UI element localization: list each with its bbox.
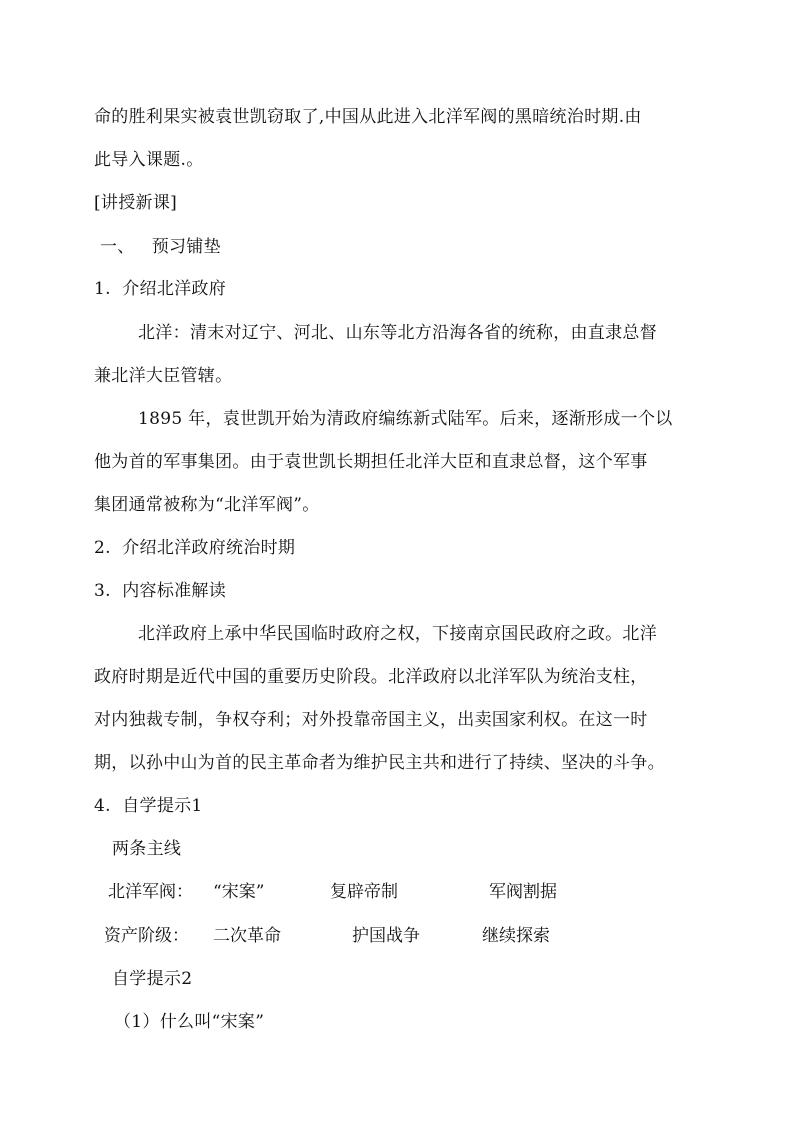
hint-2-question-1: （1）什么叫“宋案” xyxy=(114,1012,265,1032)
main-line-label: 资产阶级： xyxy=(104,926,189,946)
beiyang-definition-line-1: 北洋：清末对辽宁、河北、山东等北方沿海各省的统称，由直隶总督 xyxy=(138,323,657,343)
main-line-event: 继续探索 xyxy=(482,926,550,946)
main-line-event: 军阀割据 xyxy=(489,882,557,902)
standard-line-1: 北洋政府上承中华民国临时政府之权，下接南京国民政府之政。北洋 xyxy=(138,624,657,644)
history-line-2: 他为首的军事集团。由于袁世凯长期担任北洋大臣和直隶总督，这个军事 xyxy=(94,452,648,472)
section-heading-1: 一、 预习铺垫 xyxy=(100,237,221,257)
history-line-3: 集团通常被称为“北洋军阀”。 xyxy=(94,495,320,515)
main-line-event: 复辟帝制 xyxy=(330,882,398,902)
main-line-event: “宋案” xyxy=(213,882,265,902)
standard-line-4: 期，以孙中山为首的民主革命者为维护民主共和进行了持续、坚决的斗争。 xyxy=(94,753,665,773)
list-item-2: 2. 介绍北洋政府统治时期 xyxy=(94,538,296,558)
main-line-label: 北洋军阀： xyxy=(108,882,193,902)
hint-2-title: 自学提示2 xyxy=(112,969,193,989)
main-line-event: 护国战争 xyxy=(352,926,420,946)
standard-line-3: 对内独裁专制，争权夺利；对外投靠帝国主义，出卖国家利权。在这一时 xyxy=(94,710,648,730)
lecture-heading: [讲授新课] xyxy=(94,193,178,213)
intro-line-2: 此导入课题.。 xyxy=(94,150,204,170)
list-item-3: 3. 内容标准解读 xyxy=(94,581,227,601)
list-item-4: 4. 自学提示1 xyxy=(94,796,203,816)
intro-line-1: 命的胜利果实被袁世凯窃取了,中国从此进入北洋军阀的黑暗统治时期.由 xyxy=(94,107,642,127)
list-item-1: 1. 介绍北洋政府 xyxy=(94,279,227,299)
history-line-1: 1895 年，袁世凯开始为清政府编练新式陆军。后来，逐渐形成一个以 xyxy=(138,409,673,429)
two-lines-title: 两条主线 xyxy=(112,839,182,859)
standard-line-2: 政府时期是近代中国的重要历史阶段。北洋政府以北洋军队为统治支柱， xyxy=(94,667,648,687)
beiyang-definition-line-2: 兼北洋大臣管辖。 xyxy=(94,366,233,386)
main-line-event: 二次革命 xyxy=(213,926,281,946)
